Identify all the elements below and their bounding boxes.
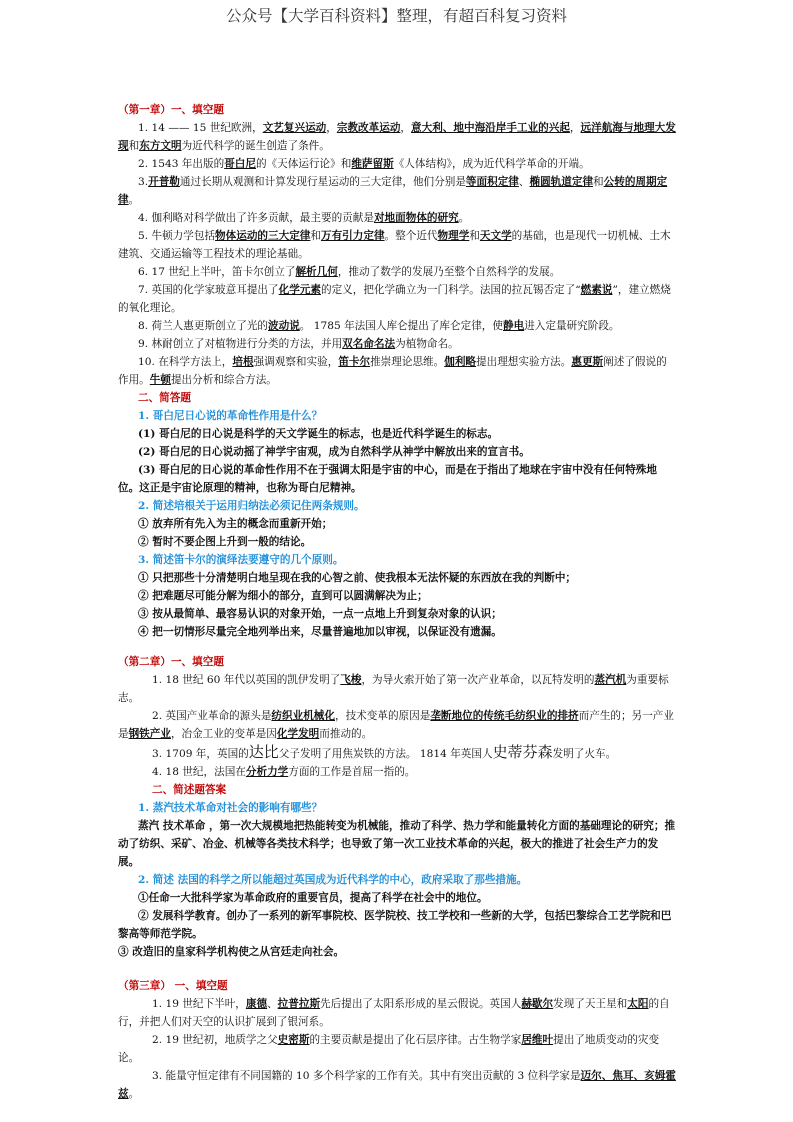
ch1-fill-4: 4. 伽利略对科学做出了许多贡献，最主要的贡献是对地面物体的研究。 bbox=[138, 212, 470, 224]
ch2-question-2: 2. 简述 法国的科学之所以能超过英国成为近代科学的中心，政府采取了那些措施。 bbox=[138, 874, 528, 886]
ch1-answer-2-2: ② 暂时不要企图上升到一般的结论。 bbox=[138, 536, 312, 548]
page-header: 公众号【大学百科资料】整理，有超百科复习资料 bbox=[225, 7, 567, 25]
ch1-fill-6: 6. 17 世纪上半叶，笛卡尔创立了解析几何，推动了数学的发展乃至整个自然科学的发展。 bbox=[138, 266, 561, 278]
ch1-fill-1: 1. 14 —— 15 世纪欧洲，文艺复兴运动，宗教改革运动，意大利、地中海沿岸手工业的兴起，远洋航海与地理大发现和东方文明为近代科学的诞生创造了条件。 bbox=[118, 122, 676, 152]
ch1-question-1: 1. 哥白尼日心说的革命性作用是什么？ bbox=[138, 410, 323, 422]
ch1-answer-1-2: (2) 哥白尼的日心说动摇了神学宇宙观，成为自然科学从神学中解放出来的宣言书。 bbox=[138, 446, 530, 458]
ch2-fill-2: 2. 英国产业革命的源头是纺织业机械化，技术变革的原因是垄断地位的传统毛纺织业的排挤而产生的；另一产业是钢铁产业，冶金工业的变革是因化学发明而推动的。 bbox=[118, 710, 674, 740]
ch1-fill-7: 7. 英国的化学家玻意耳提出了化学元素的定义，把化学确立为一门科学。法国的拉瓦锡否定了“燃素说”，建立燃烧的氧化理论。 bbox=[118, 284, 671, 314]
ch3-fill-3: 3. 能量守恒定律有不同国籍的 10 多个科学家的工作有关。其中有突出贡献的 3 位科学家是迈尔、焦耳、亥姆霍兹。 bbox=[118, 1070, 676, 1100]
ch1-answer-3-1: ① 只把那些十分清楚明白地呈现在我的心智之前、使我根本无法怀疑的东西放在我的判断中； bbox=[138, 572, 577, 584]
chapter1-title: （第一章）一、填空题 bbox=[118, 104, 224, 116]
ch1-fill-10: 10. 在科学方法上，培根强调观察和实验，笛卡尔推崇理论思维。伽利略提出理想实验方法。惠更斯阐述了假说的作用。牛顿提出分析和综合方法。 bbox=[118, 356, 667, 386]
ch2-fill-4: 4. 18 世纪，法国在分析力学方面的工作是首屈一指的。 bbox=[152, 766, 416, 778]
ch2-question-1: 1. 蒸汽技术革命对社会的影响有哪些？ bbox=[138, 802, 323, 814]
ch2-answer-1: 蒸汽 技术革命 ，第一次大规模地把热能转变为机械能，推动了科学、热力学和能量转化方面的基础理论的研究；推动了纺织、采矿、冶金、机械等各类技术科学；也导致了第一次工业技术革命的兴起，极大的推进了社会生产力的发展。 bbox=[118, 820, 676, 868]
ch1-question-2: 2. 简述培根关于运用归纳法必须记住两条规则。 bbox=[138, 500, 365, 512]
ch1-answer-3-3: ③ 按从最简单、最容易认识的对象开始，一点一点地上升到复杂对象的认识； bbox=[138, 608, 502, 620]
ch1-answer-2-1: ① 放弃所有先入为主的概念而重新开始； bbox=[138, 518, 333, 530]
document-body bbox=[118, 101, 676, 1103]
ch1-section2-title: 二、简答题 bbox=[138, 392, 191, 404]
ch1-answer-1-3: (3) 哥白尼的日心说的革命性作用不在于强调太阳是宇宙的中心，而是在于指出了地球在宇宙中没有任何特殊地位。这正是宇宙论原理的精神，也称为哥白尼精神。 bbox=[118, 464, 657, 494]
ch2-answer-2-3: ③ 改造旧的皇家科学机构使之从宫廷走向社会。 bbox=[118, 946, 345, 958]
ch2-fill-1: 1. 18 世纪 60 年代以英国的凯伊发明了飞梭，为导火索开始了第一次产业革命，以瓦特发明的蒸汽机为重要标志。 bbox=[118, 674, 669, 704]
ch2-answer-2-1: ①任命一大批科学家为革命政府的重要官员，提高了科学在社会中的地位。 bbox=[138, 892, 488, 904]
ch2-section2-title: 二、简述题答案 bbox=[152, 784, 227, 796]
ch1-fill-3: 3.开普勒通过长期从观测和计算发现行星运动的三大定律，他们分别是等面积定律、椭圆轨道定律和公转的周期定律。 bbox=[118, 176, 668, 206]
ch2-fill-3: 3. 1709 年，英国的达比父子发明了用焦炭铁的方法。 1814 年英国人史蒂芬森发明了火车。 bbox=[152, 743, 617, 761]
ch3-fill-2: 2. 19 世纪初，地质学之父史密斯的主要贡献是提出了化石层序律。古生物学家居维叶提出了地质变动的灾变论。 bbox=[118, 1034, 660, 1064]
ch1-question-3: 3. 简述笛卡尔的演绎法要遵守的几个原则。 bbox=[138, 554, 344, 566]
ch1-fill-5: 5. 牛顿力学包括物体运动的三大定律和万有引力定律。整个近代物理学和天文学的基础，也是现代一切机械、土木建筑、交通运输等工程技术的理论基础。 bbox=[118, 230, 671, 260]
ch1-fill-8: 8. 荷兰人惠更斯创立了光的波动说。 1785 年法国人库仑提出了库仑定律，使静电进入定量研究阶段。 bbox=[138, 320, 620, 332]
ch3-fill-1: 1. 19 世纪下半叶，康德、拉普拉斯先后提出了太阳系形成的星云假说。英国人赫歇尔发现了天王星和太阳的自行，并把人们对天空的认识扩展到了银河系。 bbox=[118, 998, 670, 1028]
ch1-fill-9: 9. 林耐创立了对植物进行分类的方法，并用双名命名法为植物命名。 bbox=[138, 338, 459, 350]
ch2-answer-2-2: ② 发展科学教育。创办了一系列的新军事院校、医学院校、技工学校和一些新的大学，包括巴黎综合工艺学院和巴黎高等师范学院。 bbox=[118, 910, 672, 940]
chapter3-title: （第三章） 一、填空题 bbox=[118, 980, 228, 992]
ch1-answer-3-4: ④ 把一切情形尽量完全地列举出来，尽量普遍地加以审视，以保证没有遗漏。 bbox=[138, 626, 502, 638]
ch1-answer-3-2: ② 把难题尽可能分解为细小的部分，直到可以圆满解决为止； bbox=[138, 590, 428, 602]
ch1-answer-1-1: (1) 哥白尼的日心说是科学的天文学诞生的标志，也是近代科学诞生的标志。 bbox=[138, 428, 499, 440]
ch1-fill-2: 2. 1543 年出版的哥白尼的《天体运行论》和维萨留斯《人体结构》，成为近代科学革命的开端。 bbox=[138, 158, 590, 170]
chapter2-title: （第二章）一、填空题 bbox=[118, 656, 224, 668]
